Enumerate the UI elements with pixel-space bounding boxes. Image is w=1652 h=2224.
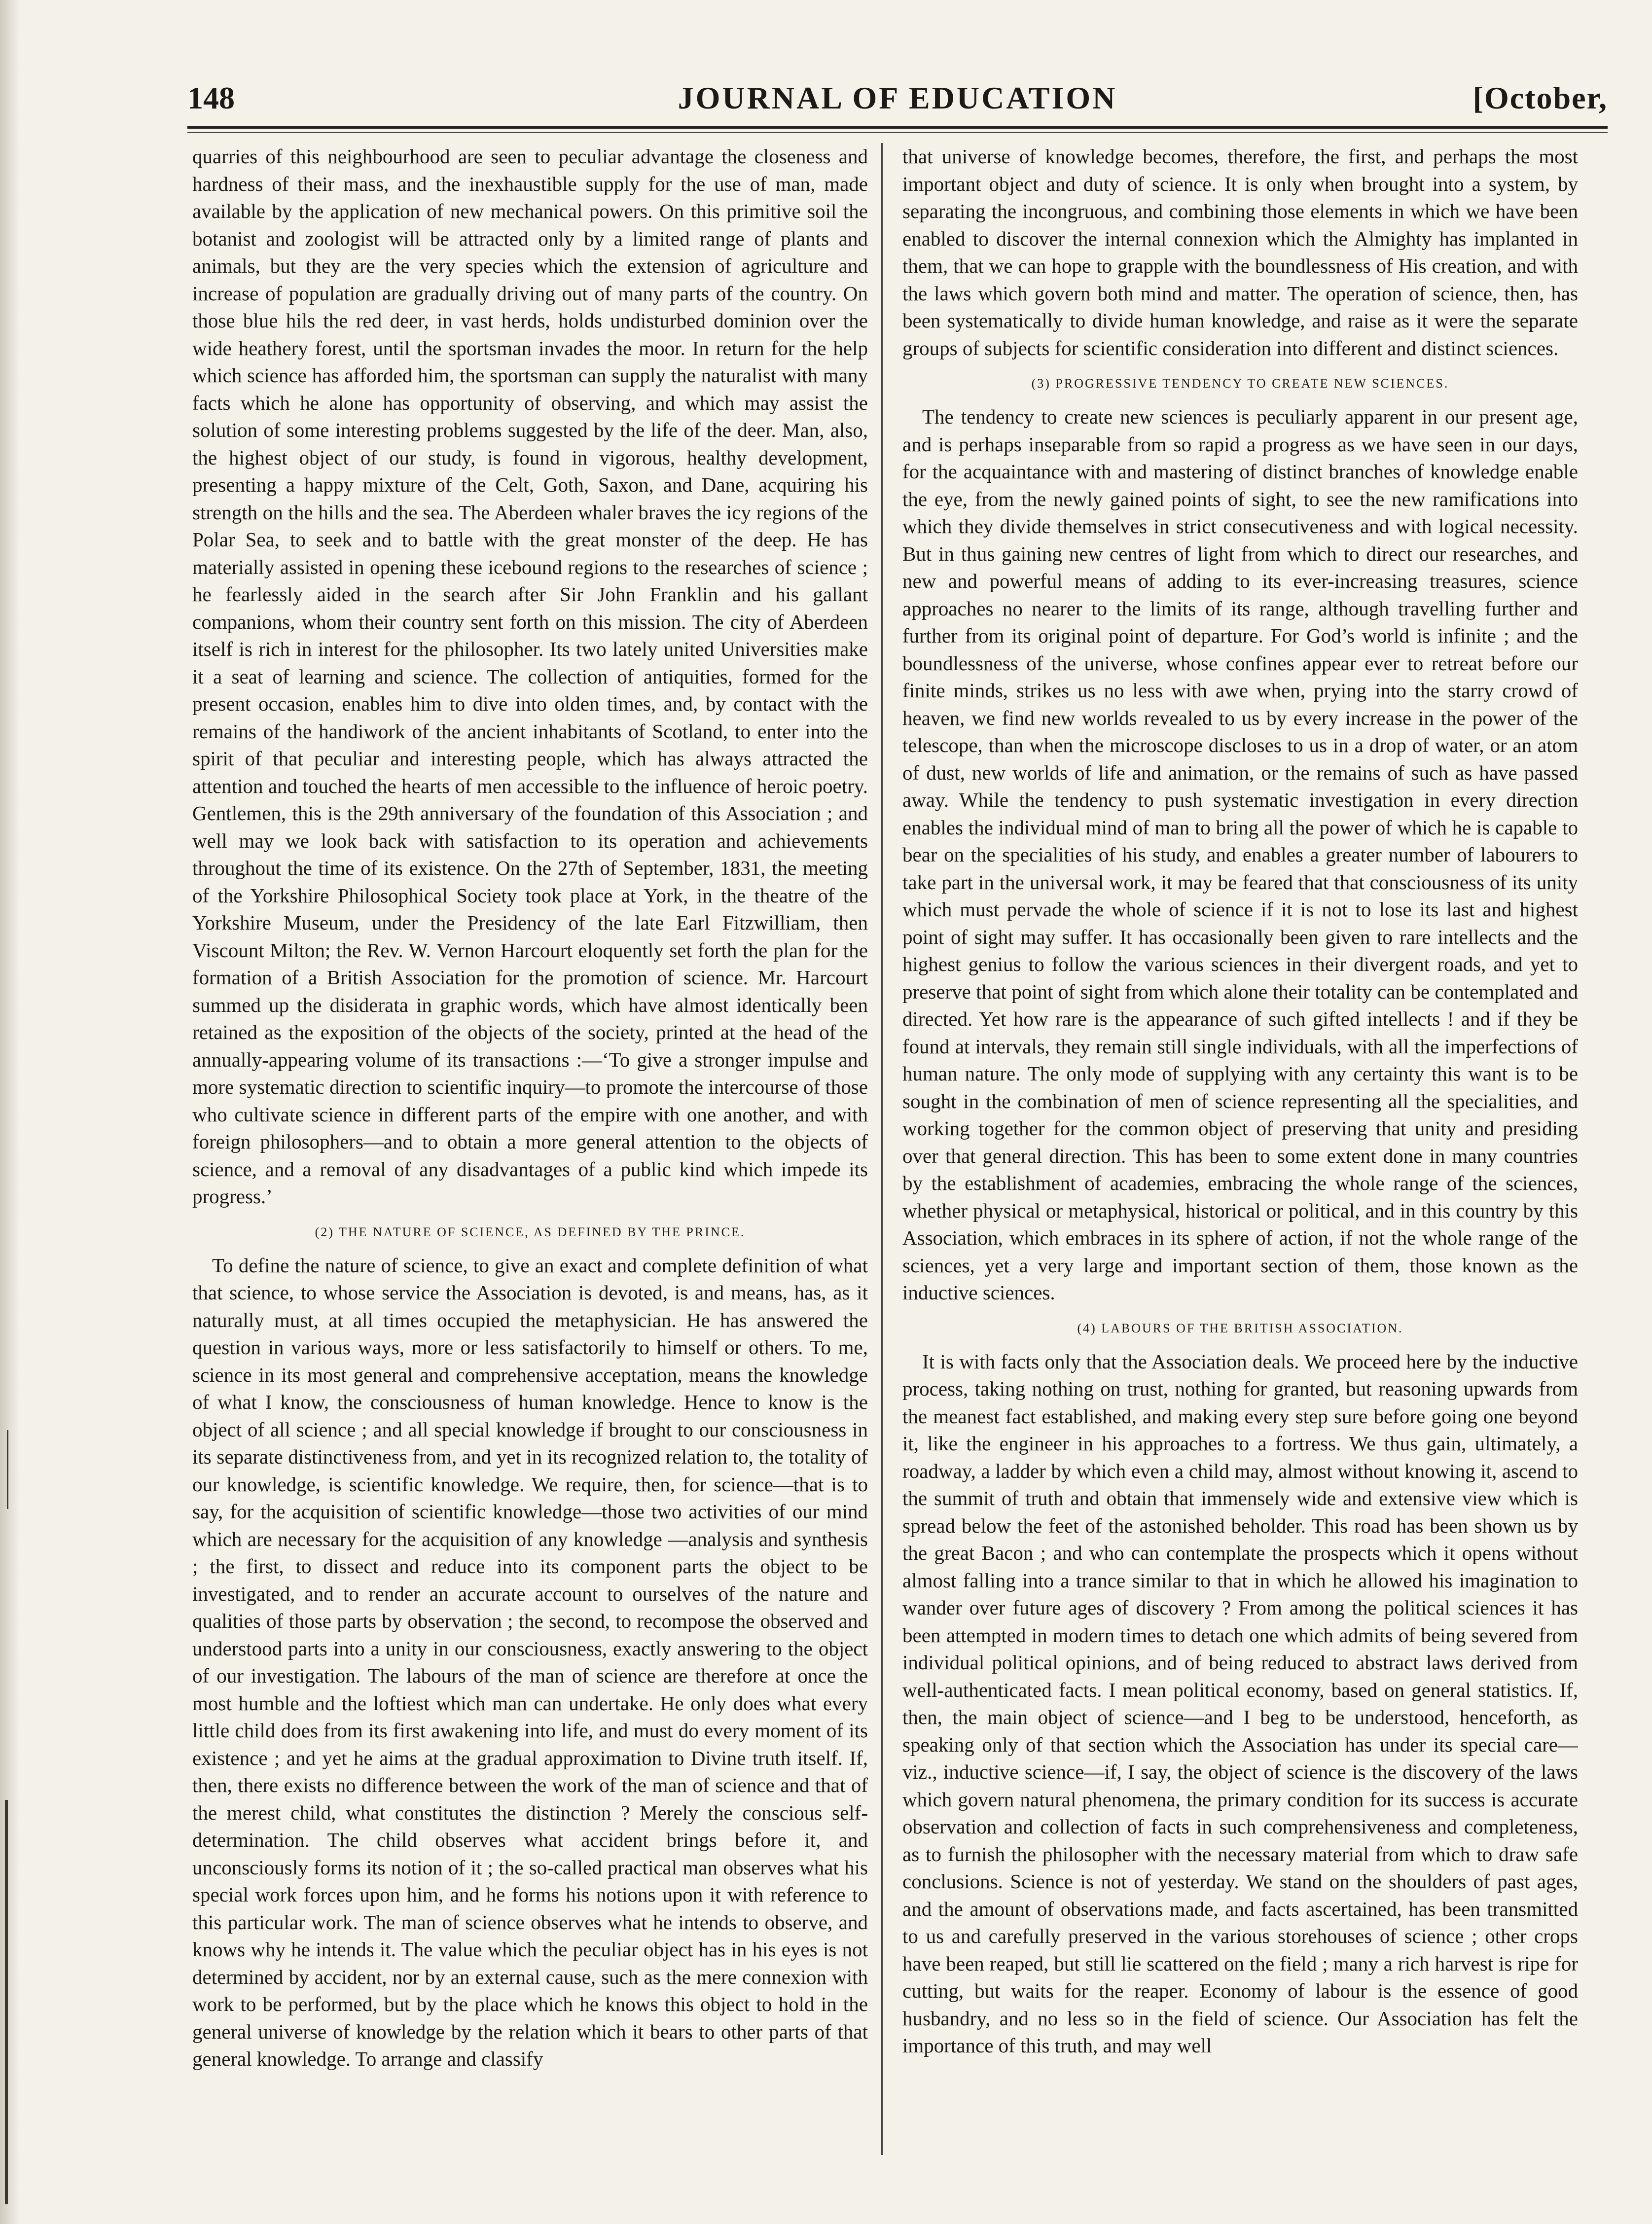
section-heading: (4) LABOURS OF THE BRITISH ASSOCIATION. bbox=[1077, 1321, 1403, 1335]
paragraph: It is with facts only that the Association deals. We proceed here by the inductive process, taking nothing on trust, nothing for granted, but reasoning upwards from the meanest fact established, and making every step sure before going one beyond it, like the engineer in his approaches to a fortress. We thus gain, ultimately, a roadway, a ladder by which even a child may, almost without knowing it, ascend to the summit of truth and obtain that immensely wide and extensive view which is spread below the feet of the astonished beholder. This road has been shown us by the great Bacon ; and who can contemplate the prospects which it opens without almost falling into a trance similar to that in which he allowed his imagination to wander over future ages of discovery ? From among the political sciences it has been attempted in modern times to detach one which admits of being severed from individual political opinions, and of being reduced to abstract laws derived from well-authenticated facts. I mean political economy, based on general statistics. If, then, the main object of science—and I beg to be understood, henceforth, as speaking only of that section which the Association has under its special care—viz., inductive science—if, I say, the object of science is the discovery of the laws which govern natural phenomena, the primary condition for its success is accurate observation and collection of facts in such comprehensiveness and completeness, as to furnish the philosopher with the necessary material from which to draw safe conclusions. Science is not of yesterday. We stand on the shoulders of past ages, and the amount of observations made, and facts ascertained, has been transmitted to us and carefully preserved in the various storehouses of science ; other crops have been reaped, but still lie scattered on the field ; many a rich harvest is ripe for cutting, but waits for the reaper. Economy of labour is the essence of good husbandry, and no less so in the field of science. Our Association has felt the importance of this truth, and may well bbox=[902, 1350, 1578, 2057]
scan-edge bbox=[0, 0, 20, 2224]
paragraph: To define the nature of science, to give an exact and complete definition of what that science, to whose service the Association is devoted, is and means, has, as it naturally must, at all times occupied the metaphysician. He has answered the question in various ways, more or less satisfactorily to himself or others. To me, science in its most general and comprehensive acceptation, means the knowledge of what I know, the consciousness of human knowledge. Hence to know is the object of all science ; and all special knowledge if brought to our consciousness in its separate distinctiveness from, and yet in its recognized relation to, the totality of our knowledge, is scientific knowledge. We require, then, for science—that is to say, for the acquisition of scientific knowledge—those two activities of our mind which are necessary for the acquisition of any knowledge —analysis and synthesis ; the first, to dissect and reduce into its component parts the object to be investigated, and to render an accurate account to ourselves of the nature and qualities of those parts by observation ; the second, to recompose the observed and understood parts into a unity in our consciousness, exactly answering to the object of our investigation. The labours of the man of science are therefore at once the most humble and the loftiest which man can undertake. He only does what every little child does from its first awakening into life, and must do every moment of its existence ; and yet he aims at the gradual approximation to Divine truth itself. If, then, there exists no difference between the work of the man of science and that of the merest child, what constitutes the distinction ? Merely the conscious self-determination. The child observes what accident brings before it, and unconsciously forms its notion of it ; the so-called practical man observes what his special work forces upon him, and he forms his notions upon it with reference to this particular work. The man of science observes what he intends to observe, and knows why he intends it. The value which the peculiar object has in his eyes is not determined by accident, nor by an external cause, such as the mere connexion with work to be performed, but by the place which he knows this object to hold in the general universe of knowledge by the relation which it bears to other parts of that general knowledge. To arrange and classify bbox=[192, 1254, 868, 2070]
page-number: 148 bbox=[187, 80, 235, 115]
header-rule-thin bbox=[187, 132, 1608, 133]
section-heading: (2) THE NATURE OF SCIENCE, AS DEFINED BY THE PRINCE. bbox=[315, 1224, 746, 1239]
header-rule bbox=[187, 126, 1608, 129]
scan-artifact bbox=[5, 1800, 8, 2204]
left-column bbox=[192, 143, 868, 2155]
scan-artifact bbox=[7, 1430, 8, 1509]
journal-title: JOURNAL OF EDUCATION bbox=[678, 80, 1117, 115]
section-heading: (3) PROGRESSIVE TENDENCY TO CREATE NEW SCIENCES. bbox=[1031, 376, 1449, 391]
paragraph: quarries of this neighbourhood are seen to peculiar advantage the closeness and hardness of their mass, and the inexhaustible supply for the use of man, made available by the application of new mechanical powers. On this primitive soil the botanist and zoologist will be attracted only by a limited range of plants and animals, but they are the very species which the extension of agriculture and increase of population are gradually driving out of many parts of the country. On those blue hils the red deer, in vast herds, holds undisturbed dominion over the wide heathery forest, until the sportsman invades the moor. In return for the help which science has afforded him, the sportsman can supply the naturalist with many facts which he alone has opportunity of observing, and which may assist the solution of some interesting problems suggested by the life of the deer. Man, also, the highest object of our study, is found in vigorous, healthy development, presenting a happy mixture of the Celt, Goth, Saxon, and Dane, acquiring his strength on the hills and the sea. The Aberdeen whaler braves the icy regions of the Polar Sea, to seek and to battle with the great monster of the deep. He has materially assisted in opening these icebound regions to the researches of science ; he fearlessly aided in the search after Sir John Franklin and his gallant companions, whom their country sent forth on this mission. The city of Aberdeen itself is rich in interest for the philosopher. Its two lately united Universities make it a seat of learning and science. The collection of antiquities, formed for the present occasion, enables him to dive into olden times, and, by contact with the remains of the handiwork of the ancient inhabitants of Scotland, to enter into the spirit of that peculiar and interesting people, which has always attracted the attention and touched the hearts of men accessible to the influence of heroic poetry. Gentlemen, this is the 29th anniversary of the foundation of this Association ; and well may we look back with satisfaction to its operation and achievements throughout the time of its existence. On the 27th of September, 1831, the meeting of the Yorkshire Philosophical Society took place at York, in the theatre of the Yorkshire Museum, under the Presidency of the late Earl Fitzwilliam, then Viscount Milton; the Rev. W. Vernon Harcourt eloquently set forth the plan for the formation of a British Association for the promotion of science. Mr. Harcourt summed up the disiderata in graphic words, which have almost identically been retained as the exposition of the objects of the society, printed at the head of the annually-appearing volume of its transactions :—‘To give a stronger impulse and more systematic direction to scientific inquiry—to promote the intercourse of those who cultivate science in different parts of the empire with one another, and with foreign philosophers—and to obtain a more general attention to the objects of science, and a removal of any disadvantages of a public kind which impede its progress.’ bbox=[192, 145, 868, 1208]
column-divider bbox=[881, 143, 883, 2155]
right-column bbox=[902, 143, 1578, 2155]
paragraph: that universe of knowledge becomes, therefore, the first, and perhaps the most important object and duty of science. It is only when brought into a system, by separating the incongruous, and combining those elements in which we have been enabled to discover the internal connexion which the Almighty has implanted in them, that we can hope to grapple with the boundlessness of His creation, and with the laws which govern both mind and matter. The operation of science, then, has been systematically to divide human knowledge, and raise as it were the separate groups of subjects for scientific consideration into different and distinct sciences. bbox=[902, 145, 1578, 359]
running-header bbox=[187, 74, 1608, 123]
issue-month: [October, bbox=[1472, 80, 1608, 115]
paragraph: The tendency to create new sciences is peculiarly apparent in our present age, and is perhaps inseparable from so rapid a progress as we have seen in our days, for the acquaintance with and mastering of distinct branches of knowledge enable the eye, from the newly gained points of sight, to see the new ramifications into which they divide themselves in strict consecutiveness and with logical necessity. But in thus gaining new centres of light from which to direct our researches, and new and powerful means of adding to its ever-increasing treasures, science approaches no nearer to the limits of its range, although travelling further and further from its original point of departure. For God’s world is infinite ; and the boundlessness of the universe, whose confines appear ever to retreat before our finite minds, strikes us no less with awe when, prying into the starry crowd of heaven, we find new worlds revealed to us by every increase in the power of the telescope, than when the microscope discloses to us in a drop of water, or an atom of dust, new worlds of life and animation, or the remains of such as have passed away. While the tendency to push systematic investigation in every direction enables the individual mind of man to bring all the power of which he is capable to bear on the specialities of his study, and enables a greater number of labourers to take part in the universal work, it may be feared that that consciousness of its unity which must pervade the whole of science if it is not to lose its last and highest point of sight may suffer. It has occasionally been given to rare intellects and the highest genius to follow the various sciences in their divergent roads, and yet to preserve that point of sight from which alone their totality can be contemplated and directed. Yet how rare is the appearance of such gifted intellects ! and if they be found at intervals, they remain still single individuals, with all the imperfections of human nature. The only mode of supplying with any certainty this want is to be sought in the combination of men of science representing all the specialities, and working together for the common object of preserving that unity and presiding over that general direction. This has been to some extent done in many countries by the establishment of academies, embracing the whole range of the sciences, whether physical or metaphysical, historical or political, and in this country by this Association, which embraces in its sphere of action, if not the whole range of the sciences, yet a very large and important section of them, those known as the inductive sciences. bbox=[902, 405, 1578, 1304]
